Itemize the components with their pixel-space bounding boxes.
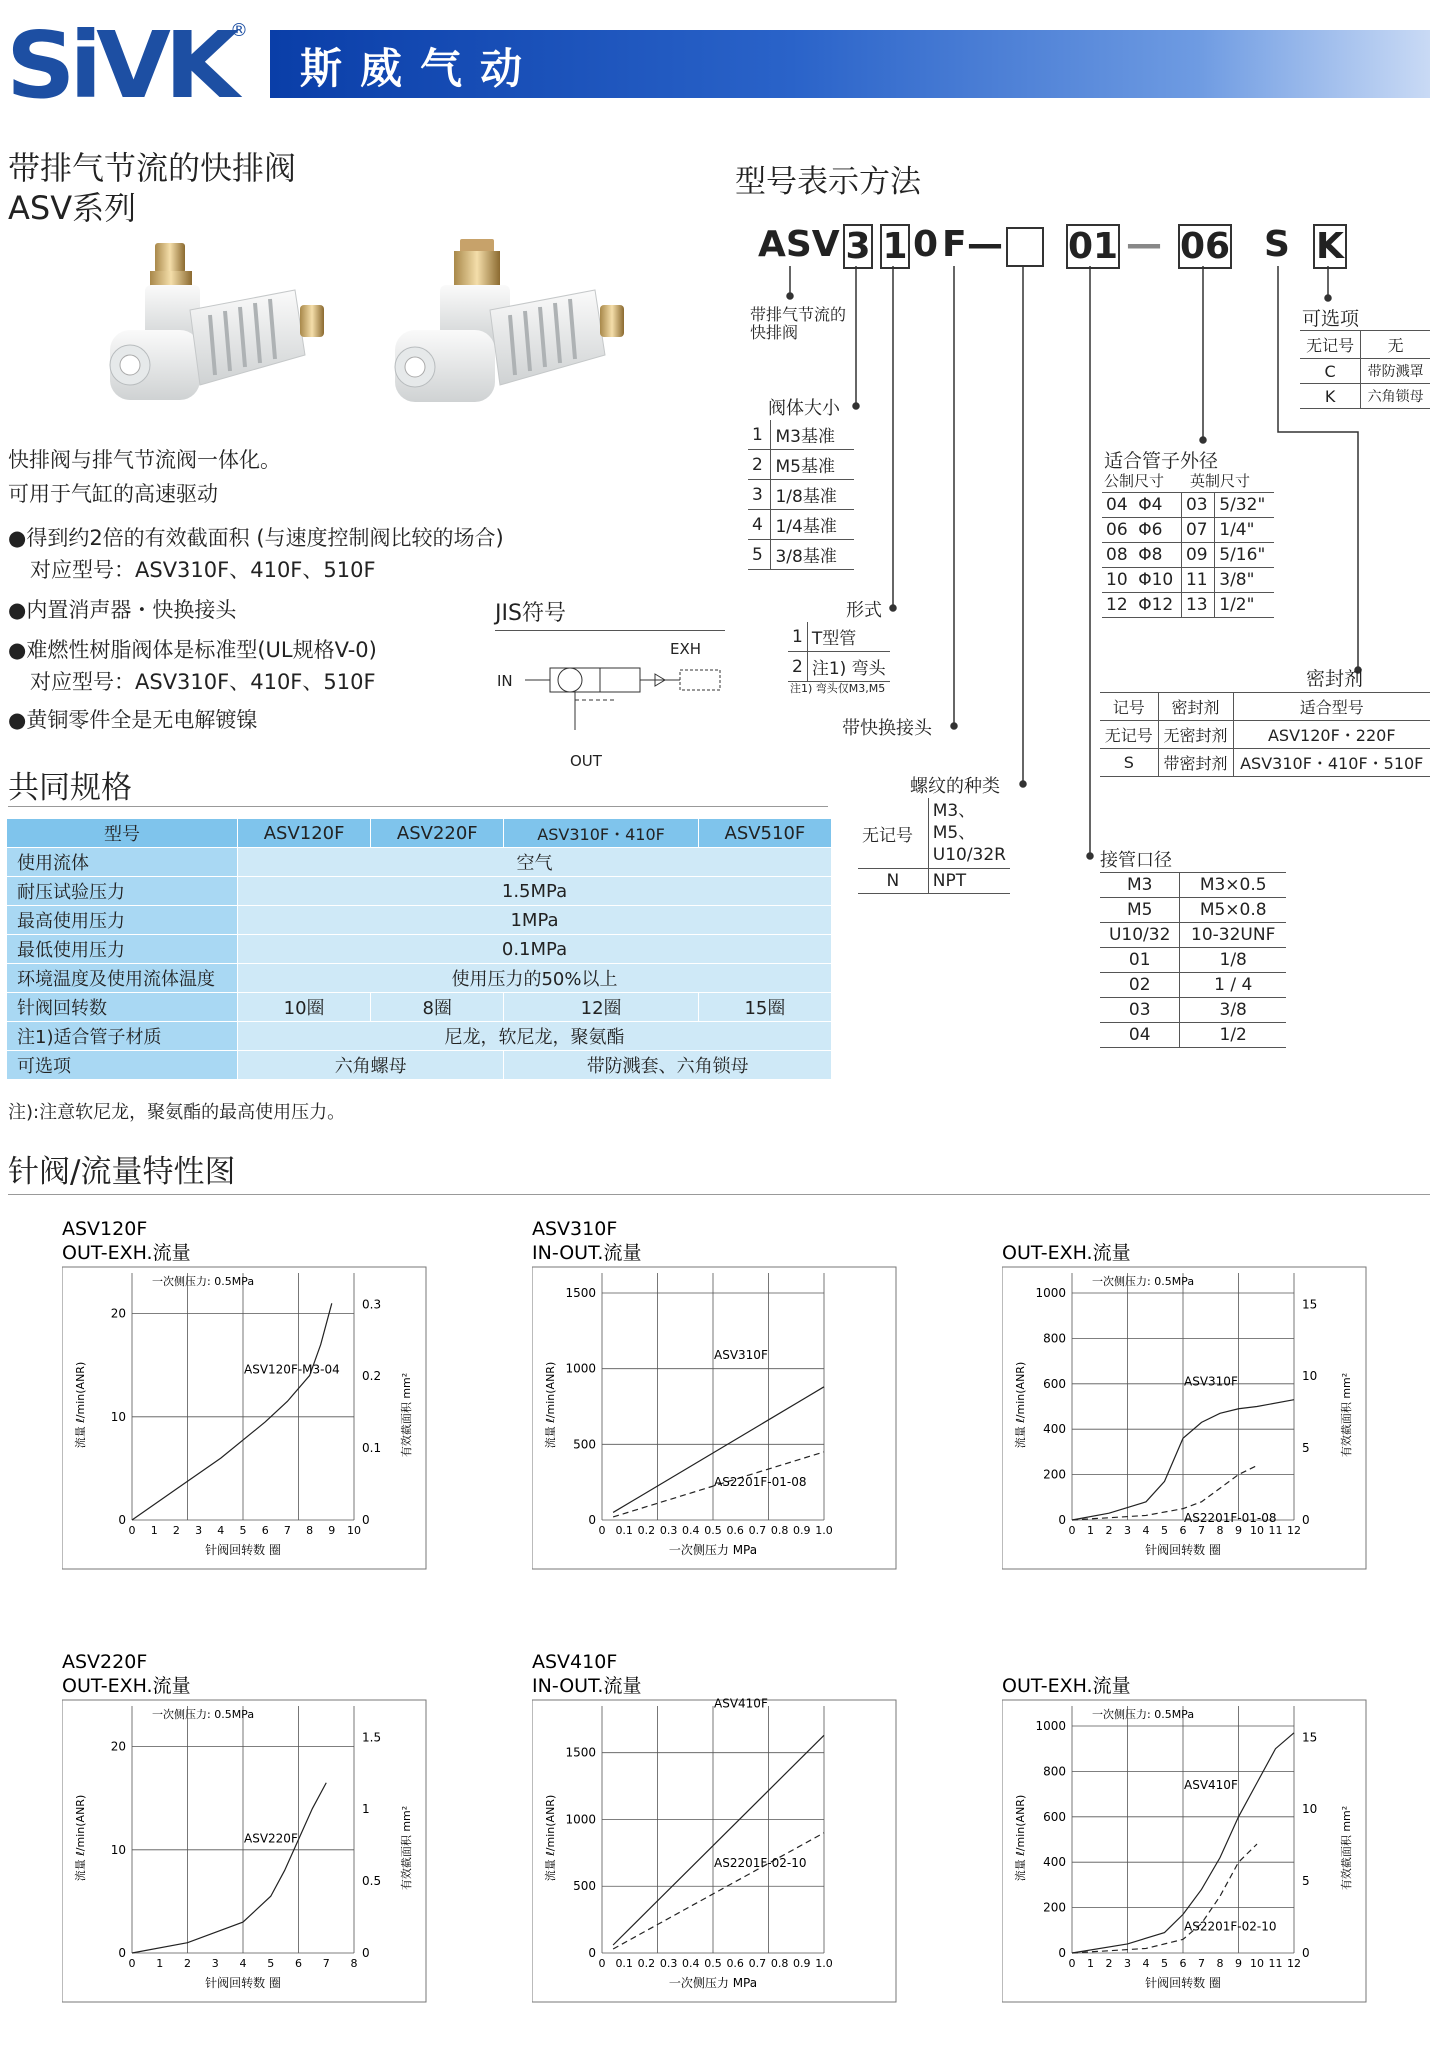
x-tick-label: 8 (1216, 1524, 1224, 1537)
y-tick-label: 200 (1043, 1900, 1066, 1915)
chart-subtitle: OUT-EXH.流量 (62, 1675, 191, 1697)
y2-tick-label: 0 (362, 1946, 370, 1960)
x-tick-label: 3 (1124, 1524, 1131, 1537)
tube-od-title: 适合管子外径 (1104, 450, 1219, 472)
code-port: 01 (1068, 226, 1119, 267)
tube-metric-header: 公制尺寸 (1104, 472, 1165, 490)
feature-3-models: 对应型号：ASV310F、410F、510F (30, 670, 376, 694)
y2-tick-label: 0 (362, 1513, 370, 1527)
tube-inch-header: 英制尺寸 (1190, 472, 1251, 490)
series-line (613, 1833, 824, 1949)
x-tick-label: 0.5 (704, 1524, 722, 1537)
x-tick-label: 3 (211, 1957, 219, 1970)
port-size-table: M3 M3×0.5 M5 M5×0.8 U10/32 10-32UNF 01 1/8 02 1 / 4 03 3/8 04 1/2 (1100, 872, 1286, 1048)
chart-4 (62, 1648, 436, 2008)
y-tick-label: 600 (1043, 1376, 1066, 1391)
series-label: ASV120F-M3-04 (244, 1362, 340, 1377)
y-tick-label: 0 (118, 1513, 126, 1527)
x-tick-label: 5 (267, 1957, 275, 1970)
y-tick-label: 0 (588, 1513, 596, 1527)
x-tick-label: 0.4 (682, 1957, 700, 1970)
y-tick-label: 10 (110, 1409, 126, 1424)
x-tick-label: 0.2 (637, 1524, 656, 1537)
series-label: ASV310F (714, 1347, 768, 1362)
y2-axis-label: 有效截面积 mm² (400, 1372, 413, 1458)
y-axis-label: 流量 ℓ/min(ANR) (544, 1794, 557, 1882)
x-tick-label: 0.6 (726, 1957, 744, 1970)
y2-tick-label: 0 (1302, 1946, 1310, 1960)
x-axis-label: 针阀回转数 圈 (205, 1976, 281, 1990)
chart-subtitle: IN-OUT.流量 (532, 1675, 642, 1697)
x-tick-label: 0.1 (615, 1957, 633, 1970)
x-tick-label: 1 (1087, 1957, 1094, 1970)
y-axis-label: 流量 ℓ/min(ANR) (1014, 1794, 1027, 1882)
x-tick-label: 0.2 (637, 1957, 656, 1970)
feature-1: ●得到约2倍的有效截面积 (与速度控制阀比较的场合) (8, 526, 504, 550)
series-label: ASV310F (1184, 1374, 1238, 1389)
x-tick-label: 0.6 (726, 1524, 744, 1537)
y-tick-label: 1000 (565, 1812, 596, 1827)
y2-axis-label: 有效截面积 mm² (1340, 1372, 1353, 1458)
code-option: K (1313, 224, 1347, 269)
x-tick-label: 6 (1179, 1957, 1187, 1970)
spec-note: 注):注意软尼龙，聚氨酯的最高使用压力。 (8, 1102, 346, 1123)
y2-tick-label: 10 (1302, 1802, 1318, 1817)
chart-title: ASV120F (62, 1218, 148, 1240)
quick-fitting-label: 带快换接头 (842, 718, 932, 739)
x-tick-label: 6 (261, 1524, 269, 1537)
x-tick-label: 0.9 (793, 1524, 811, 1537)
option-title: 可选项 (1302, 308, 1360, 330)
x-tick-label: 3 (1124, 1957, 1131, 1970)
form-table: 1 T型管 2 注1) 弯头 (788, 622, 890, 682)
x-tick-label: 0.7 (748, 1524, 767, 1537)
x-tick-label: 4 (239, 1957, 247, 1970)
y-tick-label: 800 (1043, 1764, 1066, 1779)
y-tick-label: 200 (1043, 1467, 1066, 1482)
y2-tick-label: 0.5 (362, 1874, 382, 1889)
brand-name: 斯威气动 (300, 44, 541, 93)
x-tick-label: 1 (156, 1957, 164, 1970)
chart-title: ASV220F (62, 1651, 148, 1673)
chart-note: 一次侧压力: 0.5MPa (152, 1708, 255, 1721)
chart-subtitle: OUT-EXH.流量 (1002, 1675, 1131, 1697)
chart-subtitle: IN-OUT.流量 (532, 1242, 642, 1264)
sealant-table: 记号 密封剂 适合型号 无记号 无密封剂 ASV120F・220F S 带密封剂 ASV310F・410F・510F (1100, 692, 1430, 777)
x-tick-label: 0 (598, 1957, 606, 1970)
y2-tick-label: 0 (1302, 1513, 1310, 1527)
chart-5 (532, 1648, 906, 2008)
x-axis-label: 针阀回转数 圈 (1145, 1543, 1221, 1557)
code-body-size: 3 (843, 224, 873, 269)
x-tick-label: 2 (172, 1524, 180, 1537)
jis-exh-label: EXH (670, 640, 702, 658)
jis-title: JIS符号 (495, 601, 566, 626)
y-tick-label: 500 (573, 1437, 596, 1452)
spec-table: 型号 ASV120F ASV220F ASV310F・410F ASV510F 使用流体 空气 耐压试验压力 1.5MPa 最高使用压力 1MPa 最低使用压力 0.1MPa 环境温度及使用流体温度 使用压力的50%以上 针阀回转数 10圈 8圈 12圈 15圈 注1)适合管子材质 尼龙，软尼龙，聚氨酯 可选项 六角螺母 带防溅套、六角锁母 (6, 818, 832, 1080)
x-tick-label: 0.3 (659, 1957, 678, 1970)
sivk-logo: SiVK (6, 12, 234, 119)
x-tick-label: 12 (1287, 1957, 1301, 1970)
x-tick-label: 7 (1198, 1524, 1205, 1537)
y-axis-label: 流量 ℓ/min(ANR) (74, 1794, 87, 1882)
x-tick-label: 0.9 (793, 1957, 811, 1970)
feature-4: ●黄铜零件全是无电解镀镍 (8, 708, 258, 732)
y-axis-label: 流量 ℓ/min(ANR) (74, 1361, 87, 1449)
x-tick-label: 6 (295, 1957, 302, 1970)
x-tick-label: 11 (1268, 1524, 1283, 1537)
x-tick-label: 5 (1161, 1957, 1168, 1970)
x-tick-label: 0.4 (682, 1524, 700, 1537)
model-code-title: 型号表示方法 (735, 164, 921, 200)
thread-type-table: 无记号 M3、M5、U10/32R N NPT (858, 798, 1010, 894)
y-tick-label: 0 (1058, 1946, 1066, 1960)
x-tick-label: 0 (1068, 1957, 1076, 1970)
y-tick-label: 1000 (1035, 1286, 1066, 1300)
x-tick-label: 0.7 (748, 1957, 767, 1970)
x-tick-label: 5 (1161, 1524, 1168, 1537)
y-tick-label: 0 (1058, 1513, 1066, 1527)
y2-tick-label: 15 (1302, 1297, 1318, 1312)
jis-out-label: OUT (570, 752, 602, 770)
series-label: ASV220F (244, 1831, 298, 1846)
registered-mark: ® (230, 20, 248, 41)
form-note: 注1) 弯头仅M3,M5 (790, 682, 886, 695)
x-tick-label: 9 (328, 1524, 336, 1537)
feature-3: ●难燃性树脂阀体是标准型(UL规格V-0) (8, 638, 377, 662)
y-tick-label: 0 (588, 1946, 596, 1960)
x-tick-label: 7 (322, 1957, 330, 1970)
chart-2 (532, 1215, 906, 1575)
chart-subtitle: OUT-EXH.流量 (1002, 1242, 1131, 1264)
tube-od-table: 04 Φ4 03 5/32" 06 Φ6 07 1/4" 08 Φ8 09 5/16" 10 Φ10 11 3/8" 12 Φ12 13 1/2" (1102, 492, 1274, 618)
y-tick-label: 400 (1043, 1422, 1066, 1437)
code-dash-1: — (967, 224, 1003, 265)
product-title: 带排气节流的快排阀 (8, 149, 297, 187)
y2-tick-label: 1.5 (362, 1730, 382, 1745)
x-tick-label: 1 (1087, 1524, 1094, 1537)
code-sealant: S (1264, 224, 1290, 265)
x-tick-label: 10 (347, 1524, 361, 1537)
jis-in-label: IN (497, 672, 513, 690)
series-label: AS2201F-02-10 (714, 1855, 807, 1870)
x-tick-label: 1.0 (815, 1957, 833, 1970)
code-tube: 06 (1180, 226, 1231, 267)
x-tick-label: 9 (1235, 1524, 1242, 1537)
spec-title: 共同规格 (8, 770, 132, 806)
x-axis-label: 针阀回转数 圈 (1145, 1976, 1221, 1990)
x-tick-label: 9 (1235, 1957, 1242, 1970)
x-tick-label: 4 (217, 1524, 225, 1537)
chart-title: ASV410F (532, 1651, 618, 1673)
feature-1-models: 对应型号：ASV310F、410F、510F (30, 558, 376, 582)
x-tick-label: 12 (1287, 1524, 1301, 1537)
x-tick-label: 7 (283, 1524, 291, 1537)
y2-tick-label: 5 (1302, 1874, 1310, 1889)
x-tick-label: 6 (1179, 1524, 1187, 1537)
y2-tick-label: 0.3 (362, 1297, 382, 1312)
x-tick-label: 0 (128, 1524, 136, 1537)
x-tick-label: 10 (1250, 1524, 1264, 1537)
chart-subtitle: OUT-EXH.流量 (62, 1242, 191, 1264)
y2-tick-label: 1 (362, 1802, 370, 1817)
x-tick-label: 10 (1250, 1957, 1264, 1970)
x-axis-label: 一次侧压力 MPa (668, 1543, 758, 1557)
code-dash-2: — (1126, 224, 1162, 265)
code-f: F (942, 224, 967, 265)
y-tick-label: 0 (118, 1946, 126, 1960)
chart-3 (1002, 1215, 1376, 1575)
x-tick-label: 8 (350, 1957, 358, 1970)
chart-title: ASV310F (532, 1218, 618, 1240)
series-line (132, 1783, 326, 1953)
y-tick-label: 20 (110, 1306, 126, 1321)
chart-1 (62, 1215, 436, 1575)
y2-tick-label: 5 (1302, 1441, 1310, 1456)
body-size-title: 阀体大小 (768, 398, 840, 419)
series-label: ASV410F (1184, 1777, 1238, 1792)
chart-note: 一次侧压力: 0.5MPa (152, 1275, 255, 1288)
sealant-title: 密封剂 (1306, 668, 1364, 690)
x-tick-label: 4 (1142, 1524, 1150, 1537)
y-axis-label: 流量 ℓ/min(ANR) (544, 1361, 557, 1449)
thread-type-title: 螺纹的种类 (910, 776, 1000, 797)
charts-title: 针阀/流量特性图 (8, 1154, 236, 1190)
series-line (1072, 1844, 1257, 1953)
series-line (613, 1387, 824, 1513)
body-size-table: 1 M3基准 2 M5基准 3 1/8基准 4 1/4基准 5 3/8基准 (748, 420, 854, 570)
series-label: AS2201F-01-08 (1184, 1511, 1277, 1526)
x-tick-label: 0.8 (770, 1957, 789, 1970)
x-tick-label: 2 (1105, 1524, 1113, 1537)
x-tick-label: 4 (1142, 1957, 1150, 1970)
x-axis-label: 针阀回转数 圈 (205, 1543, 281, 1557)
x-tick-label: 11 (1268, 1957, 1283, 1970)
product-series: ASV系列 (8, 189, 137, 227)
y2-tick-label: 0.2 (362, 1369, 382, 1384)
code-zero: 0 (913, 224, 939, 265)
x-tick-label: 8 (1216, 1957, 1224, 1970)
x-tick-label: 0.8 (770, 1524, 789, 1537)
form-title: 形式 (846, 600, 882, 621)
x-tick-label: 3 (195, 1524, 203, 1537)
intro-line-2: 可用于气缸的高速驱动 (8, 482, 218, 506)
y-tick-label: 20 (110, 1739, 126, 1754)
x-tick-label: 0.5 (704, 1957, 722, 1970)
x-tick-label: 0 (128, 1957, 136, 1970)
port-size-title: 接管口径 (1100, 850, 1172, 871)
option-table: 无记号 无 C 带防溅罩 K 六角锁母 (1300, 330, 1430, 409)
x-tick-label: 5 (239, 1524, 247, 1537)
x-tick-label: 0.3 (659, 1524, 678, 1537)
code-form: 1 (880, 224, 910, 269)
y-tick-label: 1500 (565, 1286, 596, 1300)
y-tick-label: 400 (1043, 1855, 1066, 1870)
x-tick-label: 0.1 (615, 1524, 633, 1537)
chart-note: 一次侧压力: 0.5MPa (1092, 1275, 1195, 1288)
y-tick-label: 600 (1043, 1809, 1066, 1824)
x-tick-label: 1 (150, 1524, 158, 1537)
feature-2: ●内置消声器・快换接头 (8, 598, 237, 622)
series-line (613, 1735, 824, 1945)
x-tick-label: 2 (184, 1957, 191, 1970)
series-label: AS2201F-02-10 (1184, 1919, 1277, 1934)
y2-tick-label: 15 (1302, 1730, 1318, 1745)
y-axis-label: 流量 ℓ/min(ANR) (1014, 1361, 1027, 1449)
code-prefix: ASV (758, 224, 840, 265)
intro-line-1: 快排阀与排气节流阀一体化。 (8, 448, 281, 472)
chart-6 (1002, 1648, 1376, 2008)
y2-axis-label: 有效截面积 mm² (400, 1805, 413, 1891)
x-tick-label: 0 (598, 1524, 606, 1537)
y2-tick-label: 10 (1302, 1369, 1318, 1384)
charts-divider (8, 1194, 1430, 1195)
y-tick-label: 500 (573, 1879, 596, 1894)
spec-divider (8, 806, 828, 807)
y-tick-label: 10 (110, 1842, 126, 1857)
x-tick-label: 7 (1198, 1957, 1205, 1970)
x-tick-label: 2 (1105, 1957, 1113, 1970)
desc-label: 带排气节流的快排阀 (750, 305, 847, 342)
y2-axis-label: 有效截面积 mm² (1340, 1805, 1353, 1891)
x-tick-label: 8 (306, 1524, 314, 1537)
y-tick-label: 1500 (565, 1745, 596, 1760)
y2-tick-label: 0.1 (362, 1441, 382, 1456)
series-line (132, 1303, 332, 1520)
x-axis-label: 一次侧压力 MPa (668, 1976, 758, 1990)
series-label: ASV410F (714, 1696, 768, 1711)
x-tick-label: 0 (1068, 1524, 1076, 1537)
y-tick-label: 1000 (565, 1361, 596, 1376)
y-tick-label: 800 (1043, 1331, 1066, 1346)
series-label: AS2201F-01-08 (714, 1474, 807, 1489)
y-tick-label: 1000 (1035, 1719, 1066, 1733)
chart-note: 一次侧压力: 0.5MPa (1092, 1708, 1195, 1721)
x-tick-label: 1.0 (815, 1524, 833, 1537)
